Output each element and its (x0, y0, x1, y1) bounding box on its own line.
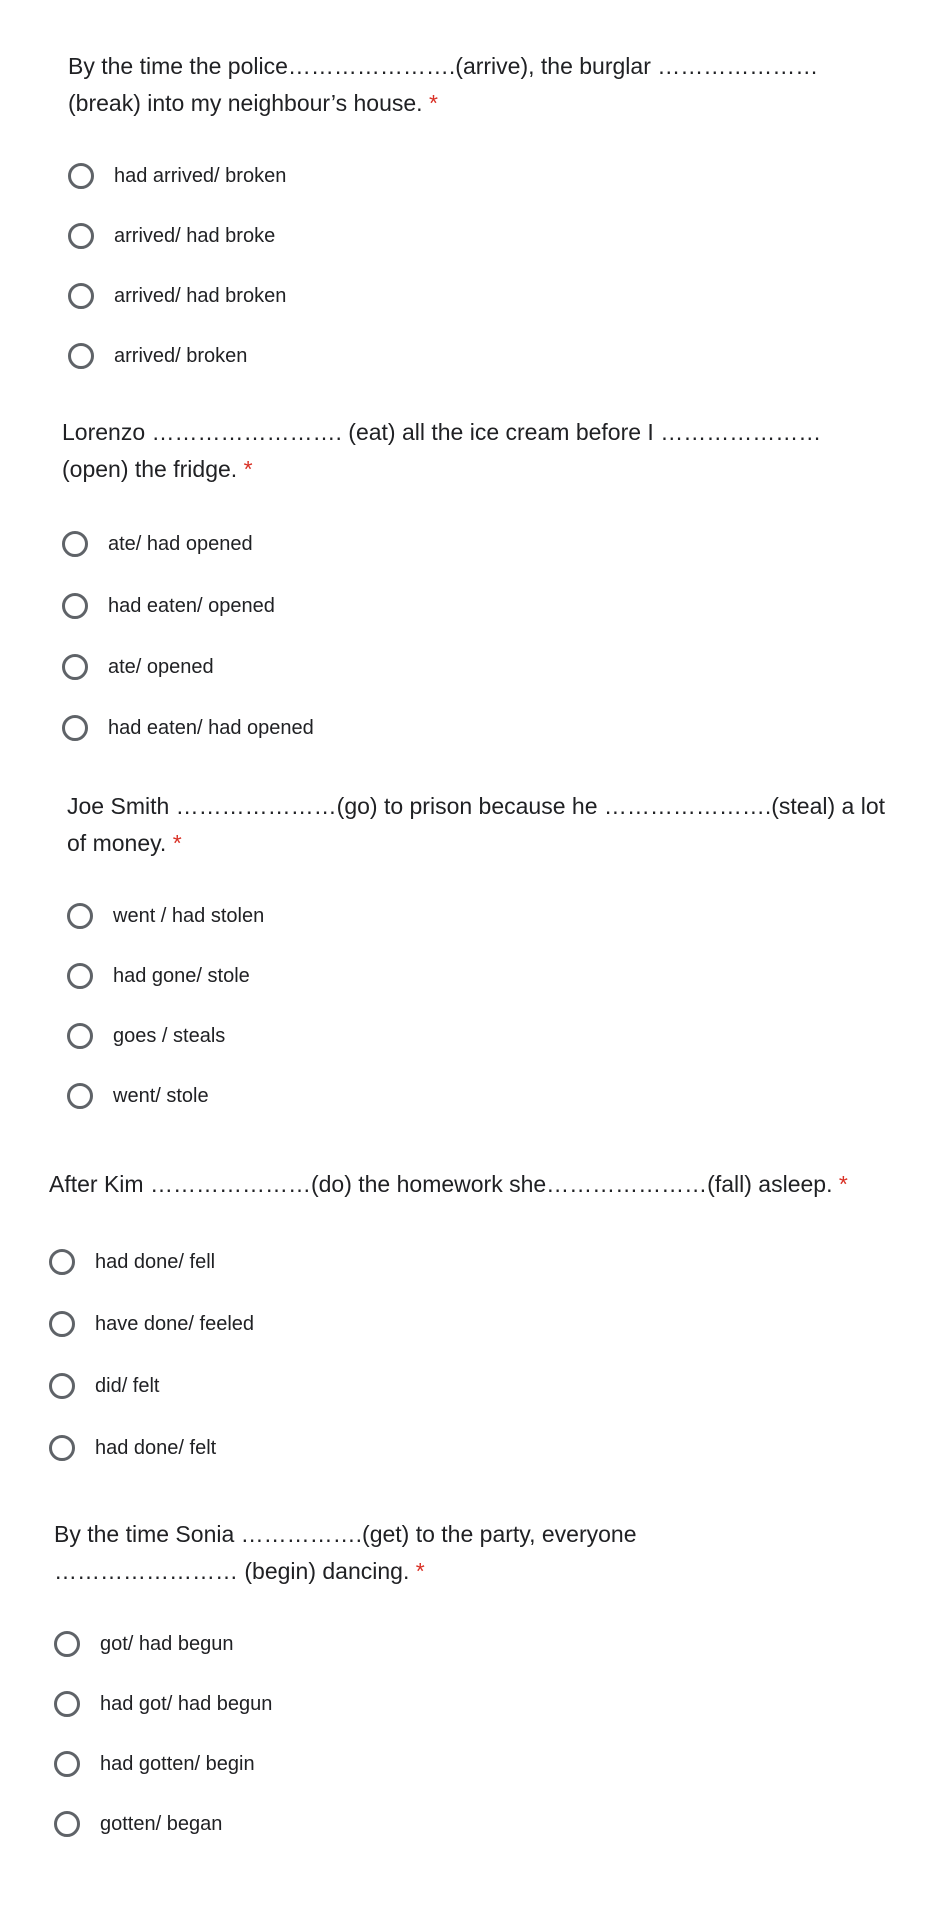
option-label: got/ had begun (100, 1632, 234, 1655)
radio-circle-icon[interactable] (49, 1435, 75, 1461)
question-text: By the time Sonia …………….(get) to the party, everyone …………………… (begin) dancing. (54, 1521, 637, 1584)
option-label: had done/ felt (95, 1436, 217, 1459)
option-label: had gone/ stole (113, 964, 250, 987)
question-title (67, 788, 887, 862)
radio-circle-icon[interactable] (68, 223, 94, 249)
option-label: had eaten/ had opened (108, 716, 314, 739)
option-label: had got/ had begun (100, 1692, 273, 1715)
radio-circle-icon[interactable] (62, 715, 88, 741)
option-radio[interactable] (49, 1428, 216, 1468)
question-text: Lorenzo ……………………. (eat) all the ice cream before I …………………(open) the fridge. (62, 419, 822, 482)
question-title (49, 1166, 889, 1203)
question-text: By the time the police………………….(arrive), the burglar …………………(break) into my neighbour’s house. (68, 53, 819, 116)
option-label: goes / steals (113, 1024, 226, 1047)
option-radio[interactable] (67, 1076, 209, 1116)
radio-circle-icon[interactable] (68, 343, 94, 369)
option-radio[interactable] (67, 1016, 225, 1056)
option-label: arrived/ broken (114, 344, 248, 367)
option-label: gotten/ began (100, 1812, 223, 1835)
option-radio[interactable] (67, 896, 264, 936)
question-text: Joe Smith …………………(go) to prison because he ………………….(steal) a lot of money. (67, 793, 886, 856)
option-radio[interactable] (54, 1684, 272, 1724)
option-label: arrived/ had broken (114, 284, 287, 307)
radio-circle-icon[interactable] (49, 1249, 75, 1275)
radio-circle-icon[interactable] (68, 163, 94, 189)
option-label: went / had stolen (113, 904, 265, 927)
radio-circle-icon[interactable] (54, 1811, 80, 1837)
option-radio[interactable] (68, 336, 247, 376)
radio-circle-icon[interactable] (62, 531, 88, 557)
radio-circle-icon[interactable] (67, 1023, 93, 1049)
required-mark: * (415, 1558, 425, 1584)
radio-circle-icon[interactable] (54, 1751, 80, 1777)
option-radio[interactable] (62, 586, 275, 626)
required-mark: * (428, 90, 438, 116)
option-radio[interactable] (68, 216, 275, 256)
option-radio[interactable] (67, 956, 250, 996)
required-mark: * (243, 456, 253, 482)
option-label: arrived/ had broke (114, 224, 276, 247)
option-radio[interactable] (62, 708, 314, 748)
option-radio[interactable] (54, 1804, 222, 1844)
option-label: had arrived/ broken (114, 164, 287, 187)
option-label: have done/ feeled (95, 1312, 255, 1335)
radio-circle-icon[interactable] (54, 1691, 80, 1717)
option-label: ate/ had opened (108, 532, 253, 555)
question-title (68, 48, 868, 122)
radio-circle-icon[interactable] (68, 283, 94, 309)
option-radio[interactable] (49, 1242, 215, 1282)
option-radio[interactable] (54, 1744, 255, 1784)
option-radio[interactable] (49, 1304, 254, 1344)
option-radio[interactable] (68, 156, 286, 196)
radio-circle-icon[interactable] (62, 654, 88, 680)
required-mark: * (172, 830, 182, 856)
radio-circle-icon[interactable] (67, 903, 93, 929)
question-text: After Kim …………………(do) the homework she…………………(fall) asleep. (49, 1171, 833, 1197)
radio-circle-icon[interactable] (49, 1311, 75, 1337)
radio-circle-icon[interactable] (67, 1083, 93, 1109)
option-radio[interactable] (68, 276, 286, 316)
option-label: had gotten/ begin (100, 1752, 255, 1775)
radio-circle-icon[interactable] (54, 1631, 80, 1657)
radio-circle-icon[interactable] (49, 1373, 75, 1399)
option-label: went/ stole (113, 1084, 209, 1107)
radio-circle-icon[interactable] (67, 963, 93, 989)
option-label: did/ felt (95, 1374, 160, 1397)
option-radio[interactable] (62, 647, 214, 687)
radio-circle-icon[interactable] (62, 593, 88, 619)
option-label: ate/ opened (108, 655, 214, 678)
option-radio[interactable] (54, 1624, 233, 1664)
option-label: had eaten/ opened (108, 594, 275, 617)
question-title (62, 414, 862, 488)
option-label: had done/ fell (95, 1250, 216, 1273)
question-title (54, 1516, 814, 1590)
option-radio[interactable] (49, 1366, 159, 1406)
required-mark: * (838, 1171, 848, 1197)
option-radio[interactable] (62, 524, 253, 564)
